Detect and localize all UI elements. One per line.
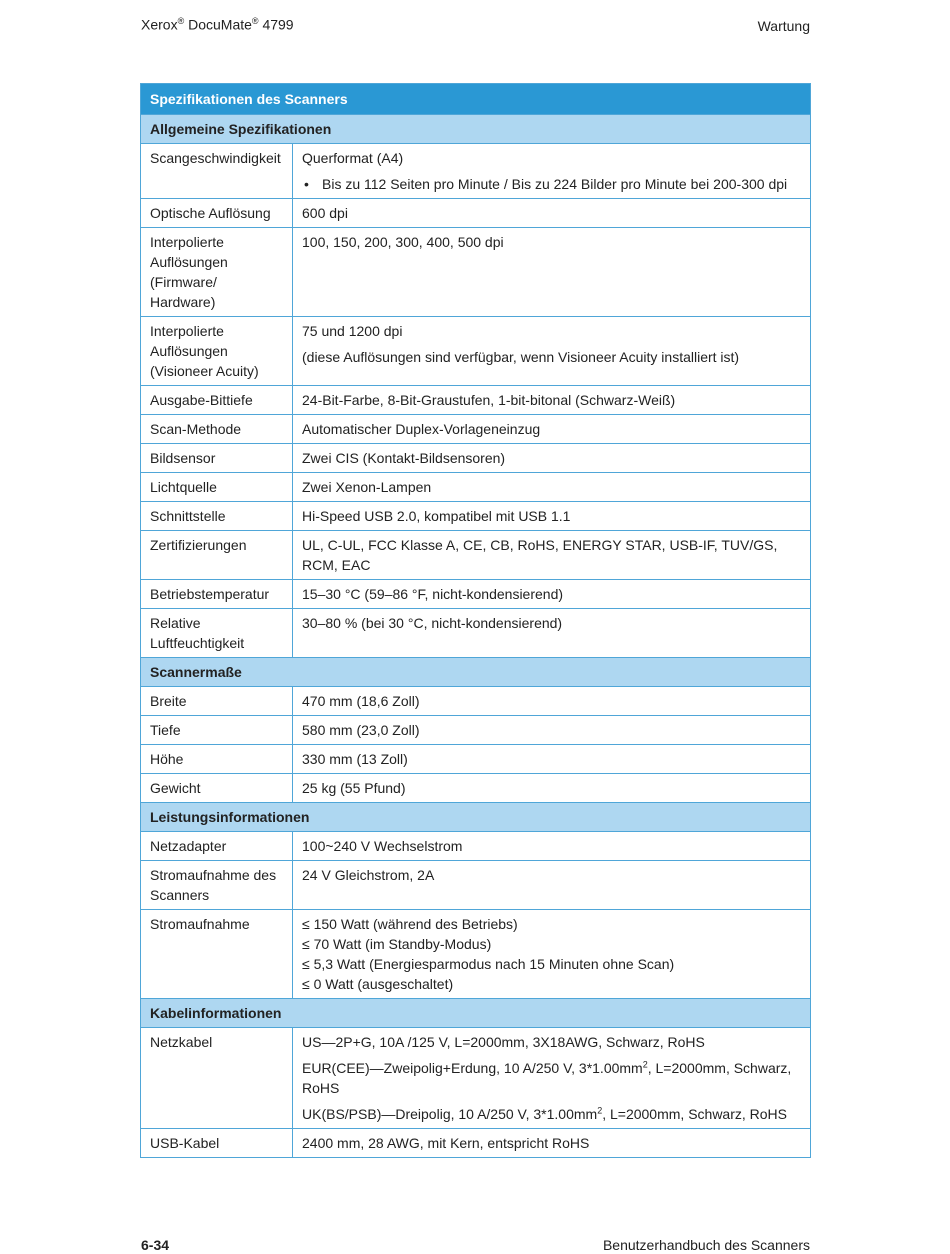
- cable-spec-text: UK(BS/PSB)—Dreipolig, 10 A/250 V, 3*1.00mm: [302, 1106, 598, 1122]
- model-number: 4799: [258, 16, 294, 33]
- table-row: [141, 473, 811, 502]
- spec-value: 24 V Gleichstrom, 2A: [293, 861, 811, 910]
- section-heading-power: Leistungsinformationen: [141, 803, 811, 832]
- superscript: 2: [597, 1105, 603, 1116]
- table-row: [141, 415, 811, 444]
- cable-spec-text: , L=2000mm, Schwarz, RoHS: [602, 1106, 787, 1122]
- spec-value: 580 mm (23,0 Zoll): [293, 716, 811, 745]
- spec-value: [293, 317, 811, 386]
- table-row: [141, 1129, 811, 1158]
- spec-label: Scan-Methode: [141, 415, 293, 444]
- page-number: 6-34: [141, 1237, 170, 1253]
- table-row: [141, 386, 811, 415]
- spec-label: Stromaufnahme: [141, 910, 293, 999]
- section-header-row: [141, 999, 811, 1028]
- spec-value: Automatischer Duplex-Vorlageneinzug: [293, 415, 811, 444]
- spec-value: 600 dpi: [293, 199, 811, 228]
- spec-value-line: ≤ 5,3 Watt (Energiesparmodus nach 15 Minuten ohne Scan): [302, 956, 675, 972]
- spec-value: 2400 mm, 28 AWG, mit Kern, entspricht RoHS: [293, 1129, 811, 1158]
- spec-label: Optische Auflösung: [141, 199, 293, 228]
- section-heading-cables: Kabelinformationen: [141, 999, 811, 1028]
- spec-label: Netzadapter: [141, 832, 293, 861]
- table-row: [141, 861, 811, 910]
- scanner-spec-table: [140, 83, 811, 1158]
- spec-value: UL, C-UL, FCC Klasse A, CE, CB, RoHS, ENERGY STAR, USB-IF, TUV/GS, RCM, EAC: [293, 531, 811, 580]
- section-heading-dimensions: Scannermaße: [141, 658, 811, 687]
- spec-label: Interpolierte Auflösungen (Visioneer Acuity): [141, 317, 293, 386]
- spec-value: Zwei Xenon-Lampen: [293, 473, 811, 502]
- spec-value: 100~240 V Wechselstrom: [293, 832, 811, 861]
- spec-label: Scangeschwindigkeit: [141, 144, 293, 199]
- section-header-row: [141, 803, 811, 832]
- spec-label: Höhe: [141, 745, 293, 774]
- spec-value: 330 mm (13 Zoll): [293, 745, 811, 774]
- registered-mark: ®: [251, 16, 259, 26]
- table-title-row: [141, 84, 811, 115]
- spec-label: Stromaufnahme des Scanners: [141, 861, 293, 910]
- brand-documate: DocuMate: [184, 16, 252, 33]
- table-row: [141, 1028, 811, 1129]
- table-row: [141, 444, 811, 473]
- spec-value-line: [302, 1104, 801, 1124]
- section-header-row: [141, 658, 811, 687]
- spec-value-line: 75 und 1200 dpi: [302, 323, 403, 339]
- spec-value: 24-Bit-Farbe, 8-Bit-Graustufen, 1-bit-bitonal (Schwarz-Weiß): [293, 386, 811, 415]
- table-row: [141, 716, 811, 745]
- table-row: [141, 144, 811, 199]
- cable-spec-text: EUR(CEE)—Zweipolig+Erdung, 10 A/250 V, 3*1.00mm: [302, 1060, 643, 1076]
- table-row: [141, 502, 811, 531]
- table-row: [141, 199, 811, 228]
- spec-value: [293, 144, 811, 199]
- spec-value: Hi-Speed USB 2.0, kompatibel mit USB 1.1: [293, 502, 811, 531]
- spec-value: 25 kg (55 Pfund): [293, 774, 811, 803]
- table-title: Spezifikationen des Scanners: [141, 84, 811, 115]
- header-section-title: Wartung: [757, 18, 810, 34]
- spec-value-line: [302, 1058, 801, 1098]
- table-row: [141, 910, 811, 999]
- spec-value: 100, 150, 200, 300, 400, 500 dpi: [293, 228, 811, 317]
- spec-value: 15–30 °C (59–86 °F, nicht-kondensierend): [293, 580, 811, 609]
- registered-mark: ®: [177, 16, 185, 26]
- spec-value-line: (diese Auflösungen sind verfügbar, wenn Visioneer Acuity installiert ist): [302, 349, 740, 365]
- spec-label: Ausgabe-Bittiefe: [141, 386, 293, 415]
- spec-value-line: US—2P+G, 10A /125 V, L=2000mm, 3X18AWG, Schwarz, RoHS: [302, 1034, 705, 1050]
- spec-label: Lichtquelle: [141, 473, 293, 502]
- spec-value: 30–80 % (bei 30 °C, nicht-kondensierend): [293, 609, 811, 658]
- spec-value-line: ≤ 70 Watt (im Standby-Modus): [302, 936, 492, 952]
- section-header-row: [141, 115, 811, 144]
- table-row: [141, 228, 811, 317]
- spec-label: Gewicht: [141, 774, 293, 803]
- spec-label: Bildsensor: [141, 444, 293, 473]
- spec-value: [293, 1028, 811, 1129]
- spec-label: Tiefe: [141, 716, 293, 745]
- spec-label: Relative Luftfeuchtigkeit: [141, 609, 293, 658]
- spec-value: Zwei CIS (Kontakt-Bildsensoren): [293, 444, 811, 473]
- table-row: [141, 745, 811, 774]
- spec-value: [293, 910, 811, 999]
- spec-label: Betriebstemperatur: [141, 580, 293, 609]
- spec-label: USB-Kabel: [141, 1129, 293, 1158]
- spec-label: Zertifizierungen: [141, 531, 293, 580]
- table-row: [141, 609, 811, 658]
- table-row: [141, 774, 811, 803]
- spec-value: 470 mm (18,6 Zoll): [293, 687, 811, 716]
- table-row: [141, 531, 811, 580]
- table-row: [141, 687, 811, 716]
- spec-label: Interpolierte Auflösungen (Firmware/ Hardware): [141, 228, 293, 317]
- header-product-name: [141, 16, 294, 33]
- footer-manual-title: Benutzerhandbuch des Scanners: [602, 1237, 810, 1253]
- spec-label: Netzkabel: [141, 1028, 293, 1129]
- table-row: [141, 832, 811, 861]
- table-row: [141, 317, 811, 386]
- spec-value-bullet: • Bis zu 112 Seiten pro Minute / Bis zu 224 Bilder pro Minute bei 200-300 dpi: [302, 174, 801, 194]
- spec-value-line: Querformat (A4): [302, 150, 404, 166]
- spec-label: Schnittstelle: [141, 502, 293, 531]
- spec-value-line: ≤ 0 Watt (ausgeschaltet): [302, 976, 454, 992]
- table-row: [141, 580, 811, 609]
- section-heading-general: Allgemeine Spezifikationen: [141, 115, 811, 144]
- spec-value-line: ≤ 150 Watt (während des Betriebs): [302, 916, 518, 932]
- spec-label: Breite: [141, 687, 293, 716]
- brand-xerox: Xerox: [141, 16, 178, 33]
- cable-spec-text: , L=2000mm, Schwarz, RoHS: [302, 1060, 792, 1096]
- superscript: 2: [642, 1059, 648, 1070]
